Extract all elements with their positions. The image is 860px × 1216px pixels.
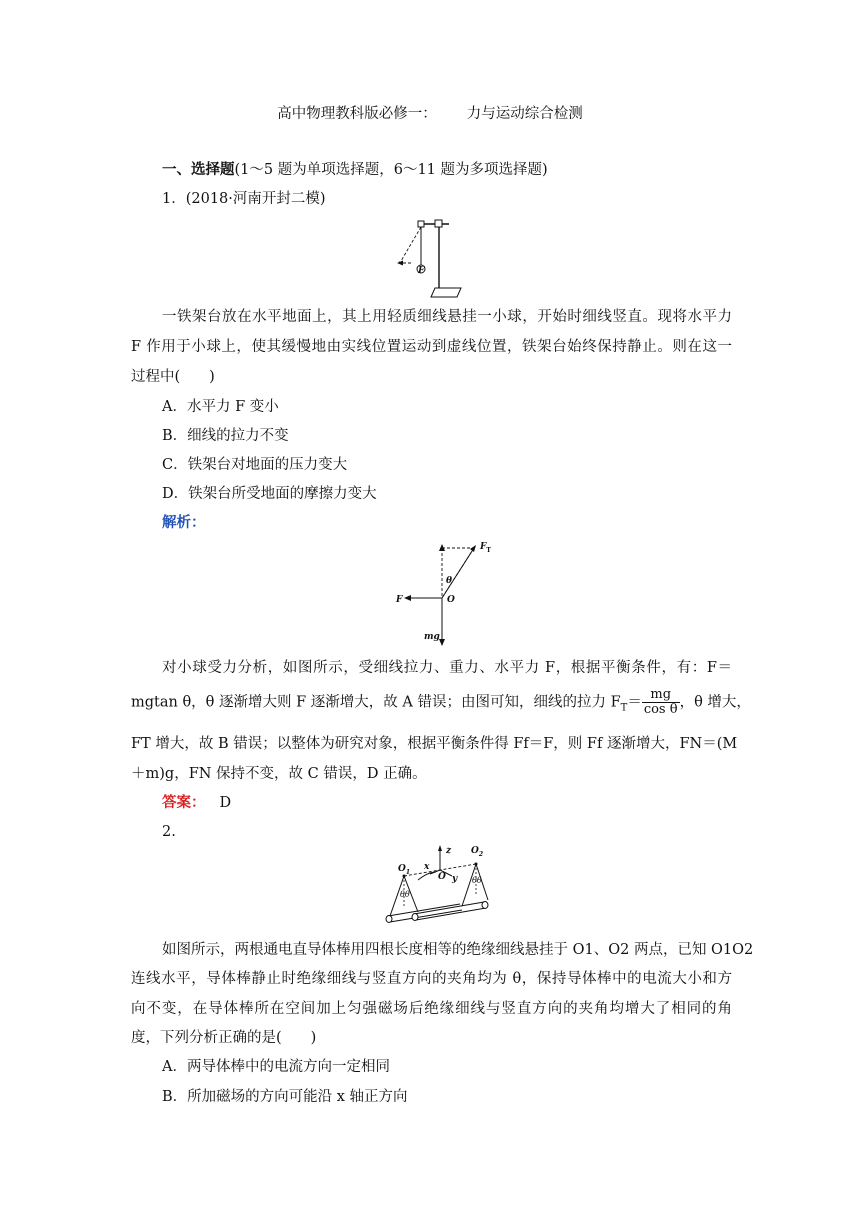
q2-fig-x-label: x <box>424 862 430 872</box>
q1-option-d: D．铁架台所受地面的摩擦力变大 <box>162 486 377 502</box>
q2-stem-line-1: 如图所示，两根通电直导体棒用四根长度相等的绝缘细线悬挂于 O1、O2 两点，已知 O1O2 <box>162 942 754 958</box>
q1-fbd-tension-sub: T <box>486 546 491 554</box>
q1-stem-line-1: 一铁架台放在水平地面上，其上用轻质细线悬挂一小球，开始时细线竖直。现将水平力 <box>162 309 732 325</box>
title-right: 力与运动综合检测 <box>466 106 583 122</box>
q1-analysis-fraction <box>642 688 680 717</box>
q2-fig-o1-sub: 1 <box>405 868 411 876</box>
q1-option-b: B．细线的拉力不变 <box>162 428 289 444</box>
q2-option-b: B．所加磁场的方向可能沿 x 轴正方向 <box>162 1089 408 1105</box>
q2-fig-y-label: y <box>452 874 458 884</box>
q1-answer <box>162 793 231 813</box>
q2-fig-theta-right <box>472 876 482 885</box>
q2-stem-line-2: 连线水平，导体棒静止时绝缘细线与竖直方向的夹角均为 θ，保持导体棒中的电流大小和方 <box>131 971 732 987</box>
q2-fig-theta-1: θ <box>400 890 405 899</box>
q1-analysis-tension-sub: T <box>620 702 628 714</box>
q1-fraction-denominator: cos θ <box>643 702 678 717</box>
q1-analysis-line-1: 对小球受力分析，如图所示，受细线拉力、重力、水平力 F，根据平衡条件，有：F＝ <box>162 660 732 676</box>
q1-answer-label: 答案： <box>162 794 206 811</box>
q1-fig-force-label: F <box>418 266 425 276</box>
q2-fig-theta-left <box>400 890 410 899</box>
q1-fbd-origin-label: O <box>447 595 455 605</box>
q1-analysis-label: 解析： <box>162 514 206 531</box>
q2-fig-origin-label: O <box>438 872 446 882</box>
q2-option-a: A．两导体棒中的电流方向一定相同 <box>162 1059 390 1075</box>
q2-fig-o2-sub: 2 <box>478 850 484 858</box>
q2-fig-o1-label <box>398 864 410 878</box>
q1-fbd-tension-label <box>480 542 491 556</box>
q2-stem-line-3: 向不变，在导体棒所在空间加上匀强磁场后绝缘细线与竖直方向的夹角均增大了相同的角 <box>131 1001 732 1017</box>
section-heading <box>162 160 548 180</box>
section-heading-rest: (1～5 题为单项选择题，6～11 题为多项选择题) <box>234 162 548 178</box>
q1-header: 1．(2018·河南开封二模) <box>162 191 326 207</box>
q1-fraction-numerator: mg <box>642 688 680 703</box>
q1-answer-value: D <box>219 795 232 811</box>
q1-stem-line-3: 过程中( ) <box>131 369 215 385</box>
q1-option-c: C．铁架台对地面的压力变大 <box>162 457 348 473</box>
q1-stem-line-2: F 作用于小球上，使其缓慢地由实线位置运动到虚线位置，铁架台始终保持静止。则在这一 <box>131 339 732 355</box>
title-left: 高中物理教科版必修一： <box>277 106 437 122</box>
q1-analysis-line-2-a: mgtan θ，θ 逐渐增大则 F 逐渐增大，故 A 错误；由图可知，细线的拉力 F <box>131 694 621 711</box>
q2-fig-theta-3: θ <box>472 876 477 885</box>
q2-fig-o2-label <box>471 846 483 860</box>
section-heading-bold: 一、选择题 <box>162 161 235 178</box>
q2-fig-theta-2: θ <box>404 890 410 899</box>
q1-analysis-line-2-b: ，θ 增大， <box>679 694 751 711</box>
q2-fig-o2-symbol: O <box>471 846 479 856</box>
q1-option-a: A．水平力 F 变小 <box>162 399 279 415</box>
page-title <box>0 104 860 124</box>
q2-header: 2. <box>162 824 176 840</box>
q1-analysis-equals: ＝ <box>627 694 642 711</box>
q1-fbd-weight-label: mg <box>424 632 440 642</box>
q2-stem-line-4: 度，下列分析正确的是( ) <box>131 1030 317 1046</box>
q1-analysis-line-2 <box>131 687 751 718</box>
q1-iron-stand-figure <box>395 212 465 302</box>
q1-analysis-line-3: FT 增大，故 B 错误；以整体为研究对象，根据平衡条件得 Ff＝F，则 Ff 逐渐增大，FN＝(M <box>131 736 738 752</box>
q1-analysis-line-4: ＋m)g，FN 保持不变，故 C 错误，D 正确。 <box>131 766 427 782</box>
q1-fbd-tension-symbol: F <box>480 542 487 552</box>
q1-fbd-theta-label: θ <box>446 576 453 586</box>
q2-fig-o1-symbol: O <box>398 864 406 874</box>
q2-fig-theta-4: θ <box>476 876 482 885</box>
q1-fbd-force-label: F <box>396 595 403 605</box>
q2-fig-z-label: z <box>446 846 452 856</box>
